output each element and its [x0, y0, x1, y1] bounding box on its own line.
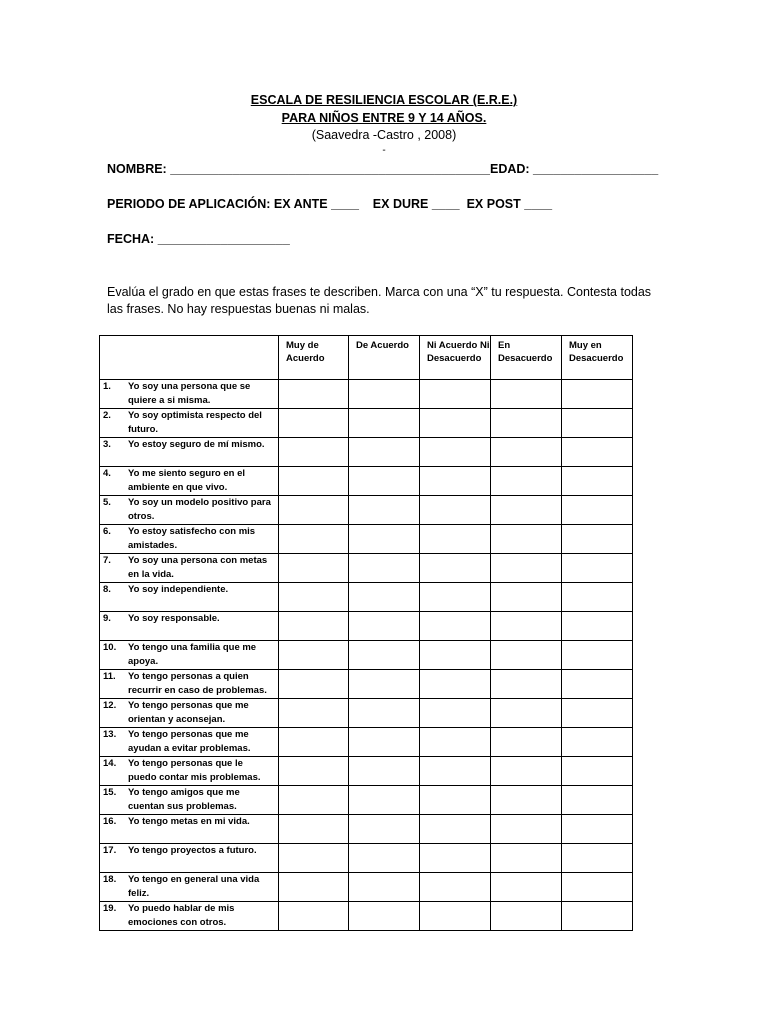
answer-cell[interactable]	[562, 612, 633, 641]
instructions: Evalúa el grado en que estas frases te describen. Marca con una “X” tu respuesta. Contesta todas las frases. No hay respuestas buenas ni malas.	[107, 285, 652, 316]
statement-text: Yo me siento seguro en el ambiente en que vivo.	[128, 468, 246, 493]
table-row	[100, 815, 633, 844]
table-row	[100, 670, 633, 699]
table-row	[100, 554, 633, 583]
answer-cell[interactable]	[279, 728, 349, 757]
answer-cell[interactable]	[349, 786, 420, 815]
answer-cell[interactable]	[349, 844, 420, 873]
answer-cell[interactable]	[491, 525, 562, 554]
answer-cell[interactable]	[420, 902, 491, 931]
answer-cell[interactable]	[279, 438, 349, 467]
statement-cell	[100, 438, 279, 467]
answer-cell[interactable]	[491, 409, 562, 438]
answer-cell[interactable]	[279, 757, 349, 786]
answer-cell[interactable]	[279, 641, 349, 670]
answer-cell[interactable]	[491, 873, 562, 902]
table-row	[100, 844, 633, 873]
column-header-en-desacuerdo: En Desacuerdo	[491, 336, 562, 380]
statement-number: 4.	[103, 468, 111, 479]
answer-cell[interactable]	[420, 525, 491, 554]
answer-cell[interactable]	[349, 699, 420, 728]
table-row	[100, 902, 633, 931]
answer-cell[interactable]	[349, 583, 420, 612]
statement-number: 16.	[103, 816, 117, 827]
answer-cell[interactable]	[279, 380, 349, 409]
answer-cell[interactable]	[420, 467, 491, 496]
answer-cell[interactable]	[491, 641, 562, 670]
statement-number: 12.	[103, 700, 117, 711]
answer-cell[interactable]	[562, 786, 633, 815]
answer-cell[interactable]	[279, 554, 349, 583]
answer-cell[interactable]	[279, 525, 349, 554]
statement-text: Yo tengo en general una vida feliz.	[128, 874, 260, 899]
statement-number: 14.	[103, 758, 117, 769]
statement-number: 10.	[103, 642, 117, 653]
column-header-muy-en-desacuerdo: Muy en Desacuerdo	[562, 336, 633, 380]
statement-text: Yo estoy seguro de mí mismo.	[128, 439, 265, 450]
answer-cell[interactable]	[420, 815, 491, 844]
answer-cell[interactable]	[420, 583, 491, 612]
statement-number: 5.	[103, 497, 111, 508]
table-row	[100, 438, 633, 467]
column-header-de-acuerdo: De Acuerdo	[349, 336, 420, 380]
answer-cell[interactable]	[349, 496, 420, 525]
dash-mark: -	[382, 145, 386, 156]
table-row	[100, 583, 633, 612]
answer-cell[interactable]	[420, 844, 491, 873]
statement-cell	[100, 757, 279, 786]
table-row	[100, 409, 633, 438]
answer-cell[interactable]	[491, 583, 562, 612]
form-subtitle: PARA NIÑOS ENTRE 9 Y 14 AÑOS.	[281, 111, 487, 125]
table-row	[100, 380, 633, 409]
answer-cell[interactable]	[349, 670, 420, 699]
statement-number: 2.	[103, 410, 111, 421]
application-period-field[interactable]: PERIODO DE APLICACIÓN: EX ANTE ____ EX DURE ____ EX POST ____	[107, 197, 553, 211]
name-age-field[interactable]: NOMBRE: ______________________________________________EDAD: __________________	[107, 162, 659, 176]
answer-cell[interactable]	[562, 525, 633, 554]
statement-cell	[100, 496, 279, 525]
answer-cell[interactable]	[491, 902, 562, 931]
answer-cell[interactable]	[562, 815, 633, 844]
answer-cell[interactable]	[420, 699, 491, 728]
form-title: ESCALA DE RESILIENCIA ESCOLAR (E.R.E.)	[250, 93, 518, 107]
statement-text: Yo tengo proyectos a futuro.	[128, 845, 257, 856]
statement-text: Yo tengo personas que me ayudan a evitar problemas.	[128, 729, 251, 754]
citation: (Saavedra -Castro , 2008)	[311, 128, 457, 142]
statement-number: 8.	[103, 584, 111, 595]
answer-cell[interactable]	[420, 786, 491, 815]
answer-cell[interactable]	[420, 409, 491, 438]
answer-cell[interactable]	[349, 554, 420, 583]
statement-text: Yo estoy satisfecho con mis amistades.	[128, 526, 256, 551]
statement-number: 19.	[103, 903, 117, 914]
answer-cell[interactable]	[420, 670, 491, 699]
statement-cell	[100, 612, 279, 641]
answer-cell[interactable]	[562, 583, 633, 612]
statement-number: 3.	[103, 439, 111, 450]
statement-text: Yo tengo personas que me orientan y aconsejan.	[128, 700, 249, 725]
answer-cell[interactable]	[349, 409, 420, 438]
answer-cell[interactable]	[420, 612, 491, 641]
answer-cell[interactable]	[279, 699, 349, 728]
statement-cell	[100, 699, 279, 728]
statement-text: Yo tengo metas en mi vida.	[128, 816, 250, 827]
column-header-muy-de-acuerdo: Muy de Acuerdo	[279, 336, 349, 380]
statement-text: Yo soy responsable.	[128, 613, 220, 624]
answer-cell[interactable]	[562, 699, 633, 728]
statement-cell	[100, 641, 279, 670]
answer-cell[interactable]	[279, 409, 349, 438]
answer-cell[interactable]	[562, 380, 633, 409]
answer-cell[interactable]	[279, 873, 349, 902]
answer-cell[interactable]	[491, 612, 562, 641]
table-row	[100, 728, 633, 757]
answer-cell[interactable]	[562, 844, 633, 873]
statement-number: 6.	[103, 526, 111, 537]
answer-cell[interactable]	[562, 757, 633, 786]
answer-cell[interactable]	[349, 873, 420, 902]
answer-cell[interactable]	[349, 438, 420, 467]
statement-text: Yo soy un modelo positivo para otros.	[128, 497, 271, 522]
answer-cell[interactable]	[562, 641, 633, 670]
statement-text: Yo soy una persona con metas en la vida.	[128, 555, 268, 580]
answer-cell[interactable]	[279, 583, 349, 612]
answer-cell[interactable]	[562, 409, 633, 438]
answer-cell[interactable]	[491, 786, 562, 815]
table-row	[100, 467, 633, 496]
statement-number: 13.	[103, 729, 117, 740]
answer-cell[interactable]	[420, 641, 491, 670]
answer-cell[interactable]	[349, 728, 420, 757]
answer-cell[interactable]	[349, 380, 420, 409]
answer-cell[interactable]	[491, 554, 562, 583]
statement-number: 7.	[103, 555, 111, 566]
table-row	[100, 873, 633, 902]
answer-cell[interactable]	[349, 757, 420, 786]
table-header-row	[100, 336, 633, 380]
answer-cell[interactable]	[279, 612, 349, 641]
statement-cell	[100, 409, 279, 438]
answer-cell[interactable]	[279, 496, 349, 525]
statement-text: Yo tengo amigos que me cuentan sus problemas.	[128, 787, 240, 812]
statement-cell	[100, 583, 279, 612]
date-field[interactable]: FECHA: ___________________	[107, 232, 290, 246]
answer-cell[interactable]	[279, 786, 349, 815]
answer-cell[interactable]	[279, 844, 349, 873]
answer-cell[interactable]	[279, 815, 349, 844]
statement-text: Yo tengo personas a quien recurrir en caso de problemas.	[128, 671, 267, 696]
answer-cell[interactable]	[491, 728, 562, 757]
answer-cell[interactable]	[491, 496, 562, 525]
answer-cell[interactable]	[420, 728, 491, 757]
table-row	[100, 612, 633, 641]
table-row	[100, 699, 633, 728]
statement-cell	[100, 670, 279, 699]
statement-number: 17.	[103, 845, 117, 856]
answer-cell[interactable]	[420, 496, 491, 525]
answer-cell[interactable]	[349, 641, 420, 670]
statement-number: 9.	[103, 613, 111, 624]
answer-cell[interactable]	[491, 670, 562, 699]
statement-cell	[100, 380, 279, 409]
column-header-item	[100, 336, 279, 380]
answer-cell[interactable]	[420, 554, 491, 583]
statement-cell	[100, 786, 279, 815]
statement-cell	[100, 525, 279, 554]
answer-cell[interactable]	[279, 902, 349, 931]
answer-cell[interactable]	[349, 467, 420, 496]
answer-cell[interactable]	[562, 438, 633, 467]
rating-table	[99, 335, 633, 931]
column-header-ni-acuerdo: Ni Acuerdo Ni Desacuerdo	[420, 336, 491, 380]
statement-text: Yo soy una persona que se quiere a si misma.	[128, 381, 251, 406]
answer-cell[interactable]	[491, 844, 562, 873]
table-row	[100, 641, 633, 670]
answer-cell[interactable]	[420, 380, 491, 409]
statement-number: 1.	[103, 381, 111, 392]
statement-cell	[100, 815, 279, 844]
answer-cell[interactable]	[420, 757, 491, 786]
answer-cell[interactable]	[562, 467, 633, 496]
answer-cell[interactable]	[279, 467, 349, 496]
statement-text: Yo tengo personas que le puedo contar mis problemas.	[128, 758, 261, 783]
answer-cell[interactable]	[491, 380, 562, 409]
statement-cell	[100, 728, 279, 757]
statement-text: Yo puedo hablar de mis emociones con otros.	[128, 903, 235, 928]
statement-text: Yo tengo una familia que me apoya.	[128, 642, 257, 667]
answer-cell[interactable]	[491, 438, 562, 467]
answer-cell[interactable]	[279, 670, 349, 699]
statement-number: 11.	[103, 671, 116, 682]
statement-cell	[100, 902, 279, 931]
answer-cell[interactable]	[420, 873, 491, 902]
statement-cell	[100, 844, 279, 873]
answer-cell[interactable]	[491, 757, 562, 786]
answer-cell[interactable]	[562, 670, 633, 699]
answer-cell[interactable]	[491, 467, 562, 496]
answer-cell[interactable]	[562, 902, 633, 931]
answer-cell[interactable]	[349, 815, 420, 844]
answer-cell[interactable]	[562, 554, 633, 583]
statement-cell	[100, 467, 279, 496]
answer-cell[interactable]	[420, 438, 491, 467]
answer-cell[interactable]	[349, 525, 420, 554]
answer-cell[interactable]	[349, 612, 420, 641]
answer-cell[interactable]	[562, 496, 633, 525]
table-row	[100, 757, 633, 786]
statement-number: 15.	[103, 787, 117, 798]
statement-number: 18.	[103, 874, 117, 885]
answer-cell[interactable]	[562, 873, 633, 902]
answer-cell[interactable]	[349, 902, 420, 931]
answer-cell[interactable]	[491, 815, 562, 844]
table-row	[100, 525, 633, 554]
table-row	[100, 496, 633, 525]
statement-cell	[100, 554, 279, 583]
statement-text: Yo soy independiente.	[128, 584, 229, 595]
answer-cell[interactable]	[562, 728, 633, 757]
answer-cell[interactable]	[491, 699, 562, 728]
statement-cell	[100, 873, 279, 902]
statement-text: Yo soy optimista respecto del futuro.	[128, 410, 262, 435]
table-row	[100, 786, 633, 815]
